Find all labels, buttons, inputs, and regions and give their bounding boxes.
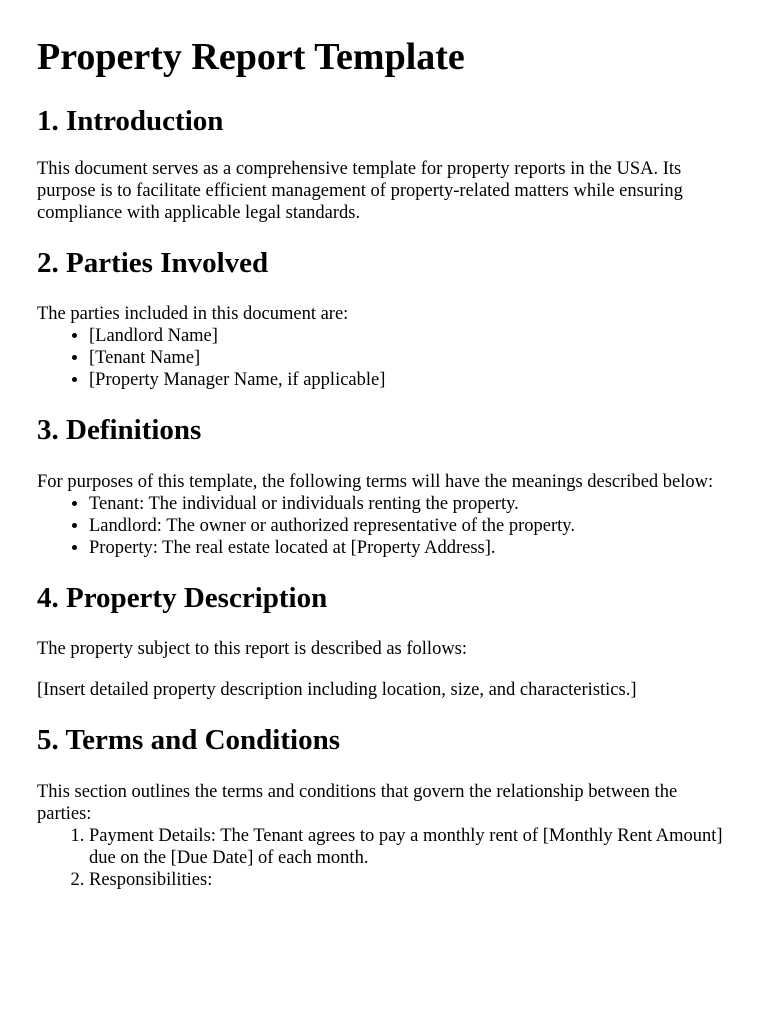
list-item: 1. Payment Details: The Tenant agrees to pay a monthly rent of [Monthly Rent Amount] due on the [Due Date] of each month. xyxy=(89,825,734,869)
definitions-list xyxy=(37,493,734,559)
terms-intro-paragraph: This section outlines the terms and conditions that govern the relationship between the parties: xyxy=(37,782,678,824)
document-title: Property Report Template xyxy=(37,36,465,78)
list-item: • Property: The real estate located at [Property Address]. xyxy=(89,537,734,559)
list-item: 2. Responsibilities: xyxy=(89,869,734,891)
parties-list xyxy=(37,325,734,391)
section-heading-definitions: 3. Definitions xyxy=(37,414,202,446)
description-placeholder-paragraph: [Insert detailed property description including location, size, and characteristics.] xyxy=(37,680,637,700)
description-intro-paragraph: The property subject to this report is described as follows: xyxy=(37,639,468,659)
list-item: • [Tenant Name] xyxy=(89,347,734,369)
list-item: • Landlord: The owner or authorized representative of the property. xyxy=(89,515,734,537)
section-heading-introduction: 1. Introduction xyxy=(37,105,224,137)
list-item: • [Property Manager Name, if applicable] xyxy=(89,369,734,391)
definitions-intro-paragraph: For purposes of this template, the following terms will have the meanings described below: xyxy=(37,472,714,492)
introduction-paragraph: This document serves as a comprehensive template for property reports in the USA. Its purpose is to facilitate efficient management of property-related matters while ensuring compliance with applicable legal standards. xyxy=(37,159,683,223)
section-heading-property-description: 4. Property Description xyxy=(37,582,328,614)
list-item: • [Landlord Name] xyxy=(89,325,734,347)
list-item: • Tenant: The individual or individuals renting the property. xyxy=(89,493,734,515)
parties-intro-paragraph: The parties included in this document are: xyxy=(37,304,349,324)
section-heading-parties: 2. Parties Involved xyxy=(37,247,269,279)
section-heading-terms: 5. Terms and Conditions xyxy=(37,724,340,756)
terms-list xyxy=(37,825,734,891)
